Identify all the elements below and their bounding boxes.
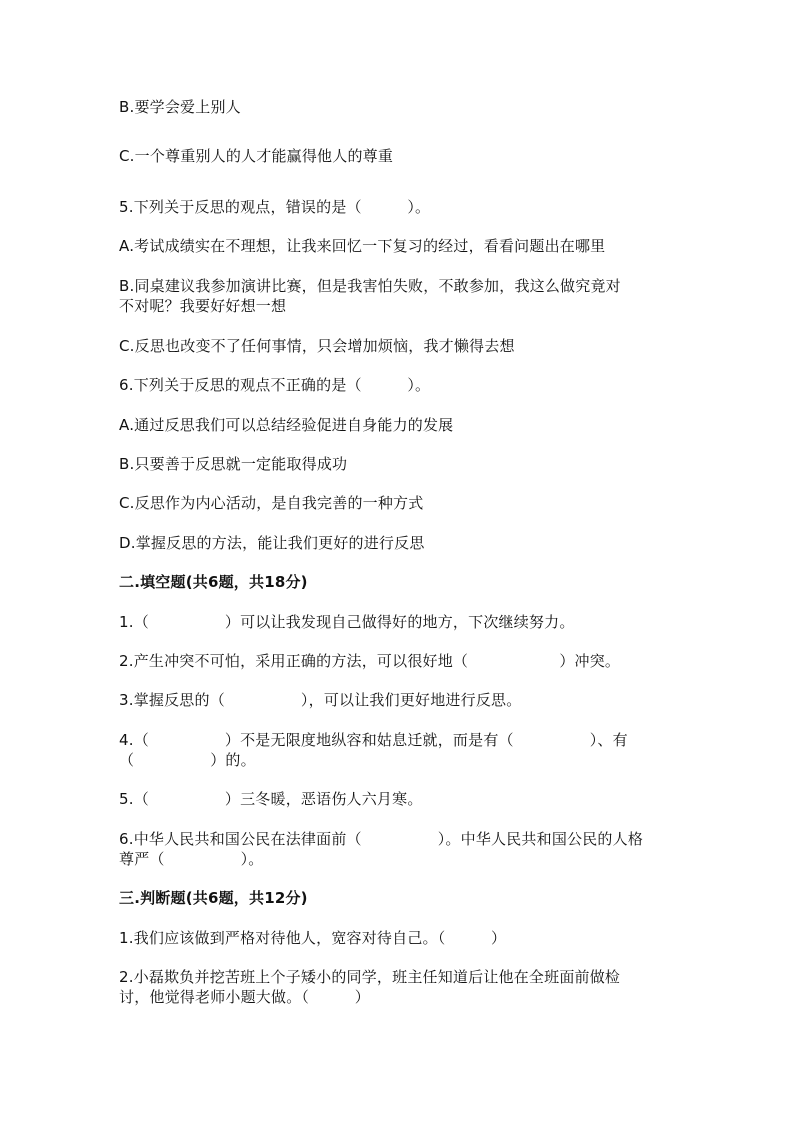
fill-item-2: 2.产生冲突不可怕，采用正确的方法，可以很好地（ ）冲突。 [119, 652, 621, 670]
section-2-heading: 二.填空题(共6题，共18分) [119, 573, 308, 591]
section-3-heading: 三.判断题(共6题，共12分) [119, 889, 308, 907]
fill-item-4-line1: 4.（ ）不是无限度地纵容和姑息迁就，而是有（ ）、有 [119, 731, 628, 749]
question-5-option-b-line1: B.同桌建议我参加演讲比赛，但是我害怕失败，不敢参加，我这么做究竟对 [119, 277, 621, 295]
question-5-option-b-line2: 不对呢？我要好好想一想 [119, 297, 287, 315]
question-6-option-b: B.只要善于反思就一定能取得成功 [119, 455, 348, 473]
fill-item-3: 3.掌握反思的（ ），可以让我们更好地进行反思。 [119, 691, 522, 709]
option-c-prev: C.一个尊重别人的人才能赢得他人的尊重 [119, 147, 394, 165]
question-6-stem: 6.下列关于反思的观点不正确的是（ ）。 [119, 376, 431, 394]
option-b-prev: B.要学会爱上别人 [119, 98, 241, 116]
question-6-option-d: D.掌握反思的方法，能让我们更好的进行反思 [119, 534, 425, 552]
question-5-stem: 5.下列关于反思的观点，错误的是（ ）。 [119, 198, 431, 216]
question-5-option-a: A.考试成绩实在不理想，让我来回忆一下复习的经过，看看问题出在哪里 [119, 237, 606, 255]
judge-item-2-line2: 讨，他觉得老师小题大做。（ ） [119, 988, 370, 1006]
judge-item-1: 1.我们应该做到严格对待他人，宽容对待自己。（ ） [119, 929, 507, 947]
fill-item-4-line2: （ ）的。 [119, 751, 256, 769]
fill-item-5: 5.（ ）三冬暖，恶语伤人六月寒。 [119, 790, 423, 808]
judge-item-2-line1: 2.小磊欺负并挖苦班上个子矮小的同学，班主任知道后让他在全班面前做检 [119, 968, 621, 986]
fill-item-1: 1.（ ）可以让我发现自己做得好的地方，下次继续努力。 [119, 613, 575, 631]
question-6-option-a: A.通过反思我们可以总结经验促进自身能力的发展 [119, 416, 454, 434]
fill-item-6-line2: 尊严（ ）。 [119, 850, 264, 868]
question-6-option-c: C.反思作为内心活动，是自我完善的一种方式 [119, 494, 424, 512]
question-5-option-c: C.反思也改变不了任何事情，只会增加烦恼，我才懒得去想 [119, 337, 515, 355]
fill-item-6-line1: 6.中华人民共和国公民在法律面前（ ）。中华人民共和国公民的人格 [119, 830, 644, 848]
